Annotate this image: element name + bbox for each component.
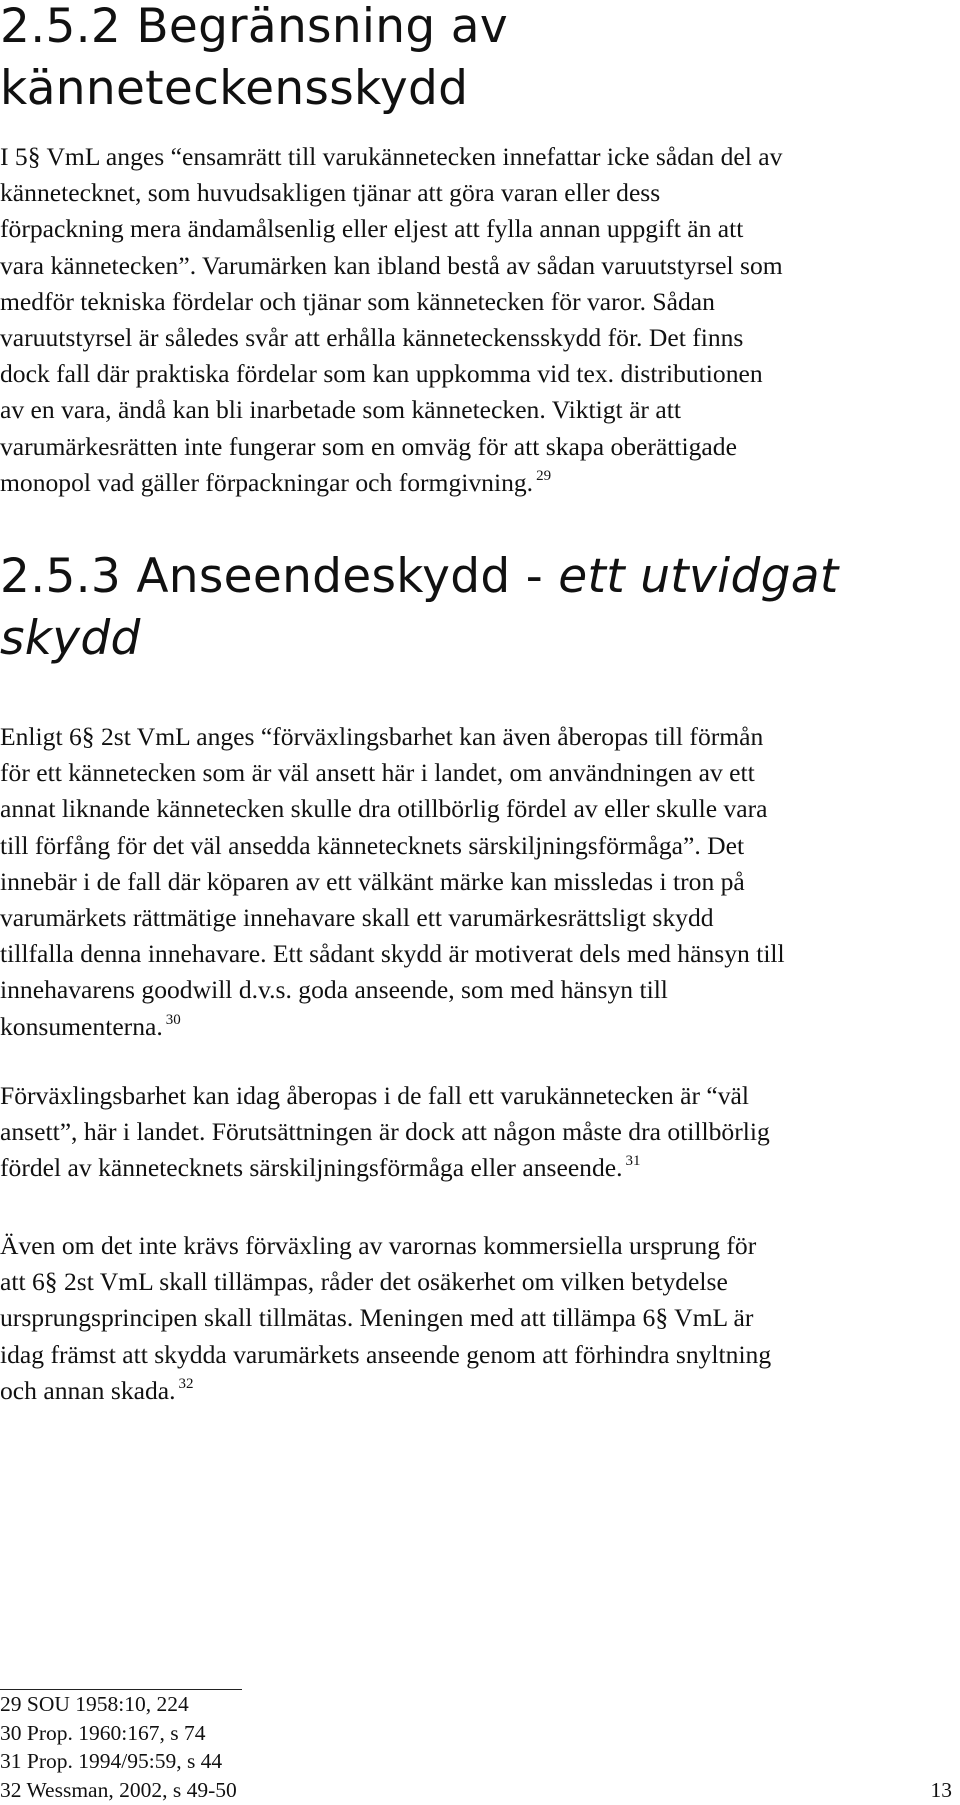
text-line — [0, 465, 960, 505]
text-fragment: och annan skada. — [0, 1375, 176, 1405]
text-line: förpackning mera ändamålsenlig eller eljest att fylla annan uppgift än att — [0, 214, 744, 244]
heading-line: känneteckensskydd — [0, 61, 469, 116]
paragraph-origin-principle — [0, 1228, 960, 1413]
text-line: varumärkets rättmätige innehavare skall ett varumärkesrättsligt skydd — [0, 903, 714, 933]
heading-italic-text: skydd — [0, 611, 141, 666]
heading-italic-text: ett utvidgat — [558, 549, 839, 604]
heading-line — [0, 546, 839, 608]
footnote-reference[interactable]: 30 — [165, 1011, 181, 1028]
text-line: idag främst att skydda varumärkets anseende genom att förhindra snyltning — [0, 1339, 772, 1369]
text-line: I 5§ VmL anges “ensamrätt till varukännetecken innefattar icke sådan del av — [0, 142, 783, 171]
footnotes — [0, 1690, 960, 1804]
text-line: av en vara, ändå kan bli inarbetade som kännetecken. Viktigt är att — [0, 395, 681, 425]
text-line: att 6§ 2st VmL skall tillämpas, råder det osäkerhet om vilken betydelse — [0, 1267, 728, 1297]
text-line: medför tekniska fördelar och tjänar som kännetecken för varor. Sådan — [0, 286, 715, 316]
text-line: ansett”, här i landet. Förutsättningen är dock att någon måste dra otillbörlig — [0, 1117, 770, 1147]
section-heading-2-5-3 — [0, 546, 839, 670]
text-line — [0, 1373, 960, 1413]
text-line: tillfalla denna innehavare. Ett sådant skydd är motiverat dels med hänsyn till — [0, 939, 785, 969]
text-line: Förväxlingsbarhet kan idag åberopas i de fall ett varukännetecken är “väl — [0, 1081, 750, 1110]
footnote-31: 31 Prop. 1994/95:59, s 44 — [0, 1749, 223, 1773]
text-line — [0, 1150, 960, 1190]
text-line: dock fall där praktiska fördelar som kan uppkomma vid tex. distributionen — [0, 359, 763, 389]
text-fragment: fördel av kännetecknets särskiljningsförmåga eller anseende. — [0, 1153, 623, 1183]
section-heading-2-5-2 — [0, 0, 508, 120]
text-line: varumärkesrätten inte fungerar som en omväg för att skapa oberättigade — [0, 431, 737, 461]
text-line: kännetecknet, som huvudsakligen tjänar att göra varan eller dess — [0, 178, 661, 208]
heading-line: 2.5.2 Begränsning av — [0, 0, 508, 54]
footnote-reference[interactable]: 31 — [625, 1153, 641, 1170]
text-line: annat liknande kännetecken skulle dra otillbörlig fördel av eller skulle vara — [0, 794, 768, 824]
text-line — [0, 1009, 960, 1049]
footnote-30: 30 Prop. 1960:167, s 74 — [0, 1720, 206, 1745]
text-fragment: konsumenterna. — [0, 1011, 163, 1041]
text-line: Även om det inte krävs förväxling av varornas kommersiella ursprung för — [0, 1231, 757, 1260]
paragraph-reputation-protection — [0, 719, 960, 1049]
text-line: varuutstyrsel är således svår att erhålla känneteckensskydd för. Det finns — [0, 323, 744, 353]
footnote-32: 32 Wessman, 2002, s 49-50 — [0, 1777, 237, 1802]
text-line: till förfång för det väl ansedda kännetecknets särskiljningsförmåga”. Det — [0, 830, 745, 860]
text-line: ursprungsprincipen skall tillmätas. Meningen med att tillämpa 6§ VmL är — [0, 1303, 754, 1333]
footnote-reference[interactable]: 32 — [178, 1375, 194, 1392]
text-line: vara kännetecken”. Varumärken kan ibland bestå av sådan varuutstyrsel som — [0, 250, 783, 280]
footnote-29: 29 SOU 1958:10, 224 — [0, 1692, 189, 1716]
text-line: Enligt 6§ 2st VmL anges “förväxlingsbarhet kan även åberopas till förmån — [0, 722, 764, 751]
text-line: innehavarens goodwill d.v.s. goda anseende, som med hänsyn till — [0, 975, 668, 1005]
heading-regular-text: 2.5.3 Anseendeskydd - — [0, 549, 559, 604]
footnote-reference[interactable]: 29 — [536, 467, 552, 484]
text-line: för ett kännetecken som är väl ansett här i landet, om användningen av ett — [0, 758, 755, 788]
text-fragment: monopol vad gäller förpackningar och formgivning. — [0, 467, 534, 497]
page-number: 13 — [930, 1778, 952, 1802]
paragraph-limitation — [0, 139, 960, 505]
paragraph-confusion — [0, 1078, 960, 1191]
text-line: innebär i de fall där köparen av ett välkänt märke kan missledas i tron på — [0, 866, 745, 896]
